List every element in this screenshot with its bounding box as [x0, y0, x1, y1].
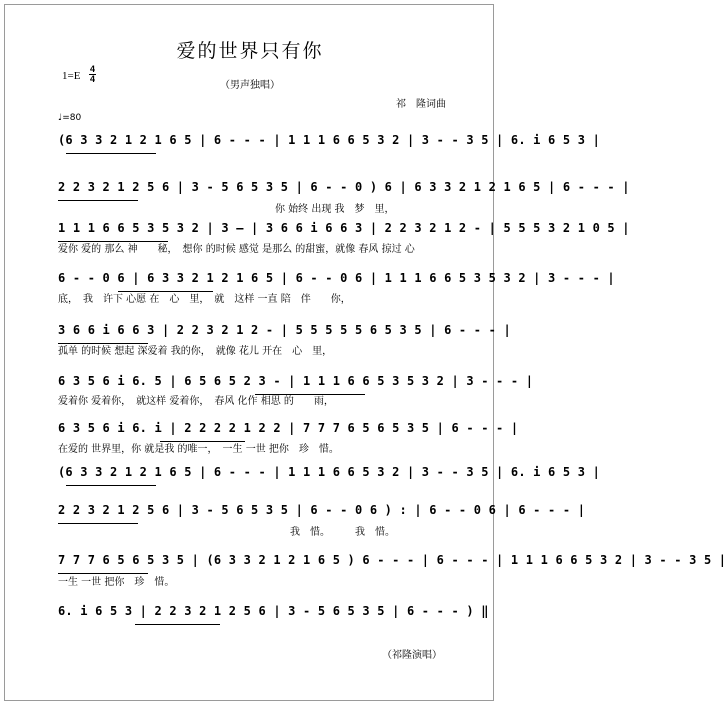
beam-line	[66, 153, 156, 154]
notation-row-11: 6. i 6 5 3 | 2 2 3 2 1 2 5 6 | 3 - 5 6 5 3 5 | 6 - - - ) ‖	[58, 604, 489, 618]
lyric-row-9: 我 惜。 我 惜。	[290, 527, 395, 538]
time-signature-bottom: 4	[89, 74, 95, 84]
notation-row-3: 1 1 1 6 6 5 3 5 3 2 | 3 — | 3 6 6 i 6 6 3 | 2 2 3 2 1 2 - | 5 5 5 3 2 1 0 5 |	[58, 221, 630, 235]
beam-line	[58, 200, 138, 201]
notation-row-6: 6 3 5 6 i 6. 5 | 6 5 6 5 2 3 - | 1 1 1 6 6 5 3 5 3 2 | 3 - - - |	[58, 374, 534, 388]
notation-row-1: (6 3 3 2 1 2 1 6 5 | 6 - - - | 1 1 1 6 6 5 3 2 | 3 - - 3 5 | 6. i 6 5 3 |	[58, 133, 600, 147]
composer-credit: 祁 隆词曲	[396, 99, 446, 110]
lyric-row-4: 底， 我 许下 心愿 在 心 里， 就 这样 一直 陪 伴 你，	[58, 294, 351, 305]
lyric-row-5: 孤单 的时候 想起 深爱着 我的你， 就像 花儿 开在 心 里，	[58, 346, 333, 357]
beam-line	[135, 624, 220, 625]
lyric-row-2: 你 始终 出现 我 梦 里，	[275, 204, 395, 215]
song-title: 爱的世界只有你	[176, 40, 324, 62]
performance-type: （男声独唱）	[220, 80, 280, 91]
notation-row-4: 6 - - 0 6 | 6 3 3 2 1 2 1 6 5 | 6 - - 0 6 | 1 1 1 6 6 5 3 5 3 2 | 3 - - - |	[58, 271, 615, 285]
lyric-row-3: 爱你 爱的 那么 神 秘， 想你 的时候 感觉 是那么 的甜蜜，就像 春风 掠过 心	[58, 244, 415, 255]
beam-line	[66, 485, 156, 486]
performer-credit: （祁隆演唱）	[382, 650, 442, 661]
time-signature-top: 4	[89, 64, 95, 74]
notation-row-7: 6 3 5 6 i 6. i | 2 2 2 2 1 2 2 | 7 7 7 6 5 6 5 3 5 | 6 - - - |	[58, 421, 519, 435]
notation-row-10: 7 7 7 6 5 6 5 3 5 | (6 3 3 2 1 2 1 6 5 ) 6 - - - | 6 - - - | 1 1 1 6 6 5 3 2 | 3 - - 3 5 |	[58, 553, 726, 567]
notation-row-9: 2 2 3 2 1 2 5 6 | 3 - 5 6 5 3 5 | 6 - - 0 6 ) : | 6 - - 0 6 | 6 - - - |	[58, 503, 586, 517]
lyric-row-7: 在爱的 世界里，你 就是我 的唯一， 一生 一世 把你 珍 惜。	[58, 444, 339, 455]
key-signature: 1=E	[62, 70, 81, 82]
lyric-row-6: 爱着你 爱着你， 就这样 爱着你， 春风 化作 相思 的 雨，	[58, 396, 334, 407]
lyric-row-10: 一生 一世 把你 珍 惜。	[58, 577, 175, 588]
beam-line	[58, 523, 138, 524]
notation-row-5: 3 6 6 i 6 6 3 | 2 2 3 2 1 2 - | 5 5 5 5 5 6 5 3 5 | 6 - - - |	[58, 323, 511, 337]
tempo-marking: ♩=80	[58, 113, 82, 123]
notation-row-8: (6 3 3 2 1 2 1 6 5 | 6 - - - | 1 1 1 6 6 5 3 2 | 3 - - 3 5 | 6. i 6 5 3 |	[58, 465, 600, 479]
notation-row-2: 2 2 3 2 1 2 5 6 | 3 - 5 6 5 3 5 | 6 - - 0 ) 6 | 6 3 3 2 1 2 1 6 5 | 6 - - - |	[58, 180, 630, 194]
